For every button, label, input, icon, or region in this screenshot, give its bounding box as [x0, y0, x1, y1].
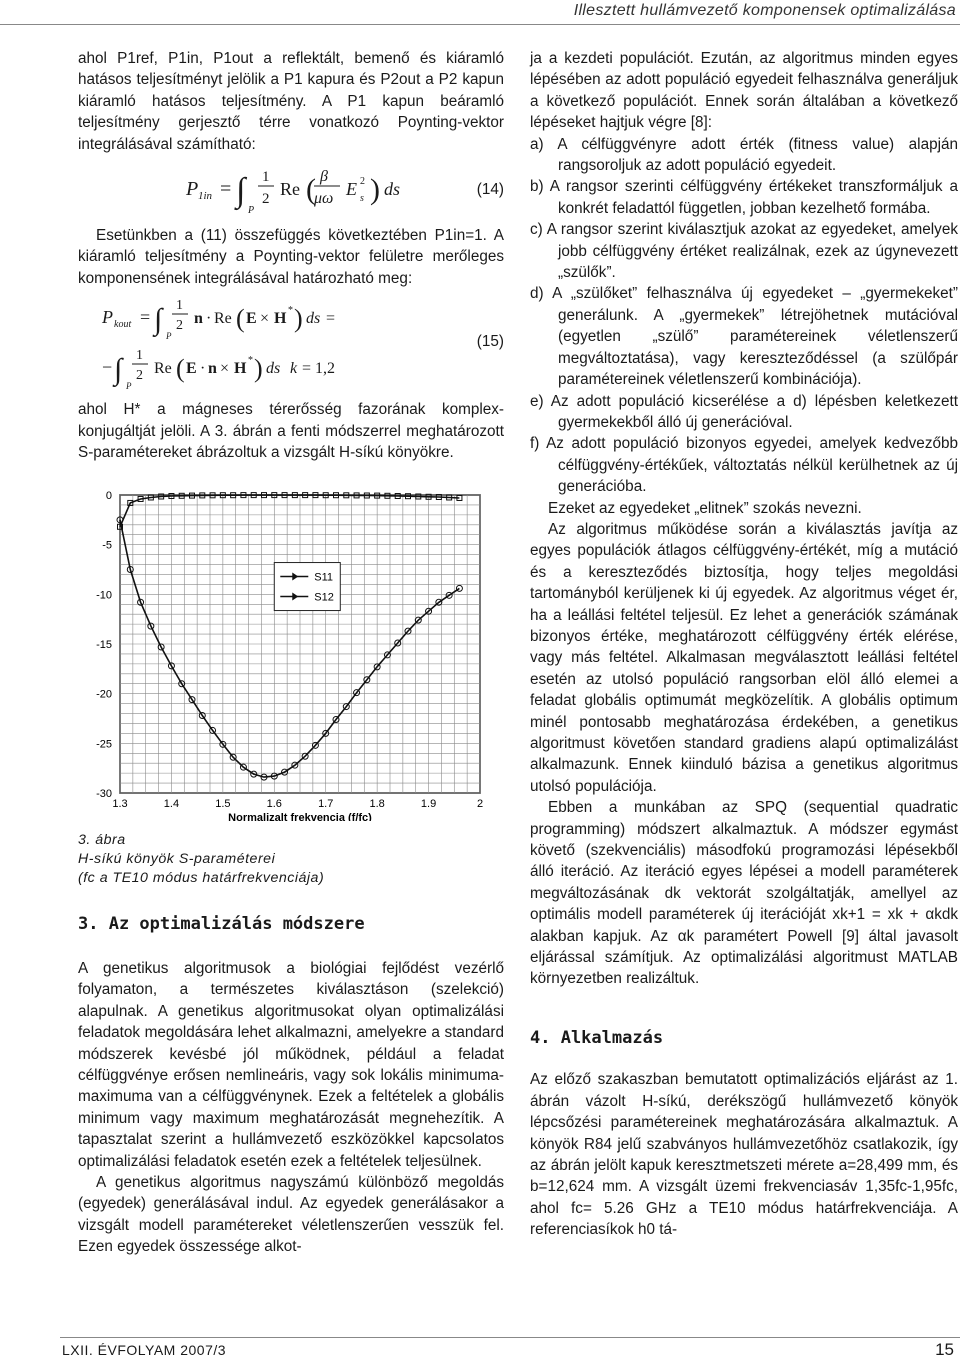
- x-tick-label: 1.9: [420, 798, 437, 811]
- running-title: Illesztett hullámvezető komponensek optimalizálása: [573, 2, 956, 19]
- svg-text:∫: ∫: [154, 303, 163, 337]
- svg-text:P: P: [102, 307, 113, 328]
- svg-text:Re: Re: [280, 179, 300, 200]
- paragraph-right-5: Az előző szakaszban bemutatott optimalizációs eljárást az 1. ábrán vázolt H-síkú, derékszögű hullámvezető könyök lépcsőzési paramétereinek meghatározására alkalmaztuk. A könyök R84 jelű szabványos hullámvezetőhöz csatlakozik, így az ábrán jelölt kapuk keresztmetszeti mérete a=28,499 mm, és b=12,624 mm. A vizsgált üzemi frekvenciasáv 1,35fc-1,95fc, ahol fc= 5.26 GHz a TE10 módus határfrekvenciája. A referenciasíkok h0 tá-: [530, 1071, 958, 1239]
- svg-text:E: E: [346, 179, 357, 200]
- svg-text:1: 1: [262, 169, 270, 186]
- equation-14-formula: [78, 159, 438, 219]
- y-tick-label: -10: [96, 589, 112, 602]
- svg-text:·: ·: [206, 310, 212, 328]
- list-item-c: c) A rangsor szerint kiválasztjuk azokat az egyedeket, amelyek jobb célfüggvény értéket realizálnak, ezek az úgynevezett „szülők”.: [530, 221, 958, 282]
- svg-text:): ): [370, 173, 380, 207]
- x-tick-label: 1.8: [369, 798, 385, 811]
- svg-text:−: −: [102, 357, 113, 378]
- paragraph-left-2: Esetünkben a (11) összefüggés következtében P1in=1. A kiáramló teljesítmény a Poynting-vektor felületre merőleges komponensének integrálásával határozható meg:: [78, 227, 504, 287]
- svg-text:1: 1: [136, 348, 143, 364]
- svg-text:): ): [254, 354, 263, 384]
- equation-15-number: (15): [476, 333, 504, 351]
- svg-text:E: E: [246, 310, 257, 328]
- paragraph-left-1: ahol P1ref, P1in, P1out a reflektált, bemenő és kiáramló hatásos teljesítményt jelölik a P1 kapura és P2out a P2 kapun kiáramló hatásos teljesítmény. A P1 kapun beáramló teljesítmény gerjesztő térre vonatkozó Poynting-vektor integrálásával számítható:: [78, 50, 504, 153]
- svg-text:(: (: [176, 354, 185, 384]
- paragraph-left-3: ahol H* a mágneses térerősség fazorának komplex-konjugáltját jelöli. A 3. ábrán a fenti módszerrel meghatározott S-paramétereket ábrázoltuk a vizsgált H-síkú könyökre.: [78, 401, 504, 462]
- equation-14: [78, 159, 504, 219]
- svg-text:(: (: [236, 304, 245, 334]
- footer-issue: LXII. ÉVFOLYAM 2007/3: [62, 1342, 227, 1358]
- legend-label: S12: [314, 592, 334, 605]
- svg-text:1in: 1in: [198, 190, 213, 203]
- footer-rule: [60, 1337, 960, 1338]
- caption-note: (fc a TE10 módus határfrekvenciája): [78, 870, 325, 887]
- svg-text:kout: kout: [114, 319, 132, 331]
- svg-text:ds: ds: [384, 179, 401, 200]
- s-parameter-chart: [78, 481, 498, 821]
- equation-15: [78, 293, 504, 393]
- svg-text:2: 2: [360, 176, 365, 188]
- list-item-d: d) A „szülőket” felhasználva új egyedeket – „gyermekeket” generálunk. A „gyermekek” létrejöhetnek mutációval (egyetlen „szülő” paramétereinek véletlenszerű megváltoztatása), vagy kereszteződéssel (a szülőpár paramétereinek véletlenszerű kombinációja).: [530, 285, 958, 389]
- y-tick-label: -5: [102, 540, 112, 553]
- page-number: 15: [935, 1340, 954, 1359]
- svg-text:s: s: [360, 193, 364, 205]
- svg-text:=: =: [220, 178, 232, 201]
- svg-text:P: P: [126, 381, 132, 392]
- svg-text:×: ×: [220, 360, 230, 378]
- svg-text:1: 1: [176, 298, 183, 314]
- svg-text:P: P: [166, 331, 172, 342]
- x-tick-label: 1.3: [112, 798, 128, 811]
- x-tick-label: 1.7: [318, 798, 334, 811]
- svg-text:·: ·: [200, 360, 206, 378]
- right-column: [530, 48, 958, 1241]
- figure-3-caption: [78, 831, 504, 888]
- equation-14-number: (14): [476, 181, 504, 199]
- x-tick-label: 2: [476, 798, 484, 811]
- svg-text:2: 2: [136, 368, 143, 384]
- svg-text:ds: ds: [266, 360, 281, 378]
- svg-text:(: (: [306, 173, 316, 207]
- svg-text:H: H: [234, 360, 247, 378]
- paragraph-left-5: A genetikus algoritmus nagyszámú különböző megoldás (egyedek) generálásával indul. Az egyedek generálásakor a vizsgált modell paramétereket véletlenszerűen vesszük fel. Ezen egyedek összessége alkot-: [78, 1173, 504, 1256]
- y-tick-label: -15: [96, 639, 112, 652]
- svg-text:H: H: [274, 310, 287, 328]
- svg-text:n: n: [208, 360, 217, 378]
- list-item-f: f) Az adott populáció bizonyos egyedei, amelyek kedvezőbb célfüggvény-értékűek, változtatás nélkül kerülhetnek az új generációba.: [530, 435, 958, 496]
- svg-text:*: *: [288, 305, 293, 317]
- svg-text:ds: ds: [306, 310, 321, 328]
- header-rule: [0, 24, 960, 25]
- svg-text:= 1,2: = 1,2: [302, 360, 336, 378]
- paragraph-left-4: A genetikus algoritmusok a biológiai fejlődést vezérlő folyamaton, a természetes kiválasztáson (szelekció) alapulnak. A genetikus algoritmusokat olyan optimalizálási feladatok megoldására lehet alkalmazni, amelyekre a standard módszerek kevésbé jól működnek, például a feladat célfüggvénye erősen nemlineáris, vagy sok lokális minimuma-maximuma van a célfüggvénynek. Ezek a feltételek a globális minimum vagy maximum meghatározását megnehezítik. A tapasztalat szerint a hullámvezető eszközökkel kapcsolatos optimalizálási feladatok esetén ezek a feltételek teljesülnek.: [78, 959, 504, 1170]
- x-tick-label: 1.6: [266, 798, 282, 811]
- svg-text:P: P: [186, 178, 199, 201]
- caption-title: H-síkú könyök S-paraméterei: [78, 851, 276, 868]
- equation-15-formula: [78, 293, 438, 393]
- svg-text:β: β: [320, 168, 328, 186]
- x-tick-label: 1.4: [163, 798, 180, 811]
- svg-text:2: 2: [262, 191, 270, 208]
- svg-text:P: P: [248, 205, 255, 217]
- list-item-b: b) A rangsor szerinti célfüggvény értékeket transzformáljuk a konkrét feladattól független, jobban kezelhető formába.: [530, 178, 958, 217]
- svg-text:2: 2: [176, 318, 183, 334]
- svg-text:×: ×: [260, 310, 270, 328]
- list-item-e: e) Az adott populáció kicserélése a d) lépésben keletkezett gyermekekből álló új generációval.: [530, 392, 958, 431]
- svg-text:): ): [294, 304, 303, 334]
- svg-text:E: E: [186, 360, 197, 378]
- svg-text:Re: Re: [214, 310, 232, 328]
- section-3-heading: 3. Az optimalizálás módszere: [78, 914, 365, 935]
- svg-text:Re: Re: [154, 360, 172, 378]
- paragraph-right-4: Ebben a munkában az SPQ (sequential quadratic programming) módszert alkalmaztuk. A módszer egymást követő (szekvenciális) másodfokú programozási lépésekből álló iteráció. Az iteráció egyes lépései a modell paraméterek megváltozásának dk vektorát szolgáltatják, amellyel az optimális modell paraméterek új iterációját xk+1 = xk + αkdk alakban kapjuk. Az αk paramétert Powell [9] által javasolt eljárással számítjuk. Az optimalizálási algoritmust MATLAB környezetben realizáltuk.: [530, 799, 958, 988]
- x-axis-label: Normalizalt frekvencia (f/fc): [228, 812, 372, 822]
- svg-text:∫: ∫: [114, 353, 123, 387]
- y-tick-label: -30: [96, 788, 112, 801]
- y-tick-label: 0: [105, 490, 112, 503]
- svg-text:∫: ∫: [236, 172, 246, 210]
- legend-label: S11: [314, 572, 334, 585]
- svg-text:k: k: [290, 360, 298, 378]
- page-header: [0, 0, 960, 26]
- svg-text:=: =: [140, 307, 151, 328]
- x-tick-label: 1.5: [215, 798, 231, 811]
- y-tick-label: -25: [96, 738, 112, 751]
- caption-label: 3. ábra: [78, 832, 126, 849]
- y-tick-label: -20: [96, 689, 112, 702]
- paragraph-right-2: Ezeket az egyedeket „elitnek” szokás nevezni.: [548, 499, 862, 517]
- figure-3: [78, 481, 498, 821]
- svg-text:*: *: [248, 355, 253, 367]
- section-4-heading: 4. Alkalmazás: [530, 1027, 664, 1048]
- paragraph-right-1: ja a kezdeti populációt. Ezután, az algoritmus minden egyes lépésében az adott populáció egyedeit felhasználva generáljuk a következő populációt. Ennek során általában a következő lépéseket hajtjuk végre [8]:: [530, 50, 958, 132]
- svg-text:n: n: [194, 310, 203, 328]
- svg-text:μω: μω: [314, 190, 334, 208]
- left-column: [78, 48, 504, 1258]
- svg-text:=: =: [326, 310, 336, 328]
- list-item-a: a) A célfüggvényre adott érték (fitness value) alapján rangsoroljuk az adott populáció egyedeit.: [530, 135, 958, 175]
- paragraph-right-3: Az algoritmus működése során a kiválasztás javítja az egyes populációk átlagos célfüggvény-értékét, míg a mutáció és a kereszteződés biztosítja, hogy teljes megoldási tartományból kerüljenek ki új egyedek. Az algoritmus véget ér, ha a leállási feltétel teljesül. Ez lehet a generációk számának bizonyos értéke, meghatározott célfüggvény érték elérése, vagy más feltétel. Alkalmasan megválasztott leállási feltétel esetén az utolsó populáció rangsorban elöl álló elemei a feladat globális optimumát megközelítik. A globális optimum minél pontosabb meghatározása érdekében, a genetikus algoritmust követően standard gradiens alapú optimalizálást alkalmazunk. Ennek kiinduló bázisa a genetikus algoritmus utolsó populációja.: [530, 520, 958, 795]
